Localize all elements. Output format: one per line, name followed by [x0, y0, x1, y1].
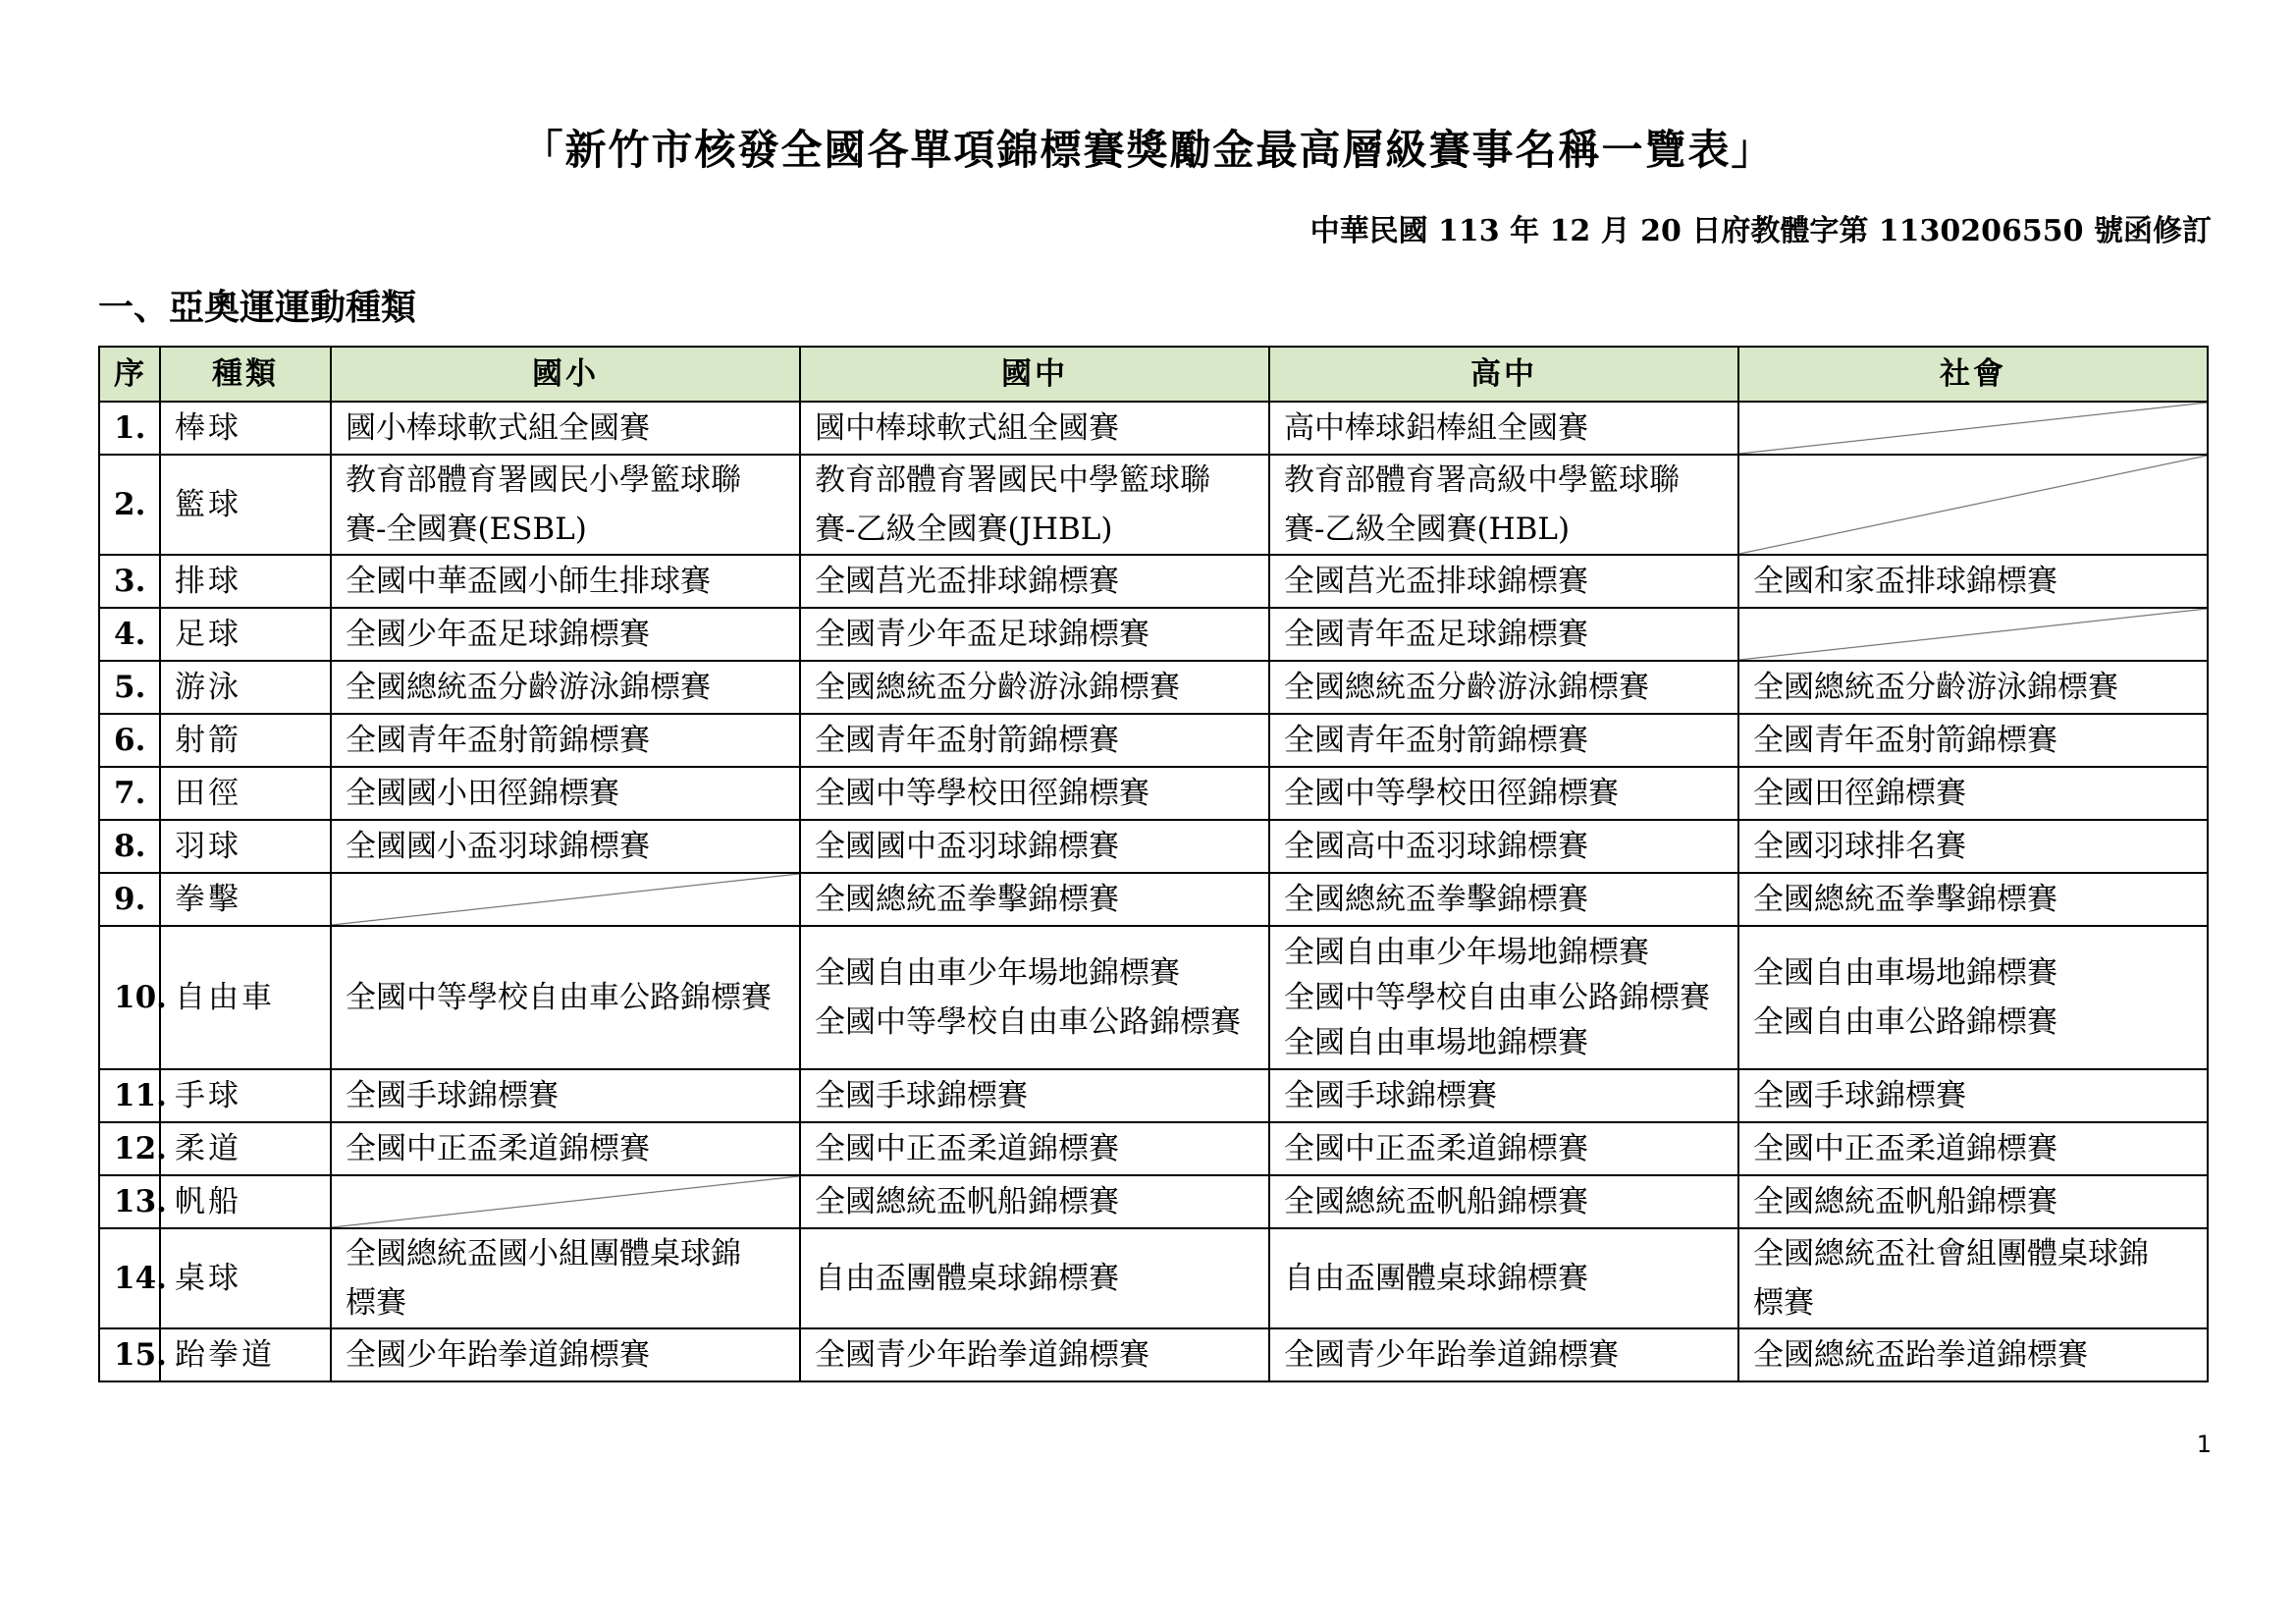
row-number: 12. — [99, 1122, 160, 1175]
row-number: 3. — [99, 555, 160, 608]
cell-adult-not-applicable — [1738, 402, 2208, 455]
cell-senior-high — [1269, 661, 1738, 714]
event-name: 全國莒光盃排球錦標賽 — [1284, 564, 1588, 599]
table-row — [99, 1175, 2208, 1228]
cell-adult — [1738, 926, 2208, 1069]
cell-junior-high — [800, 926, 1269, 1069]
event-name: 全國中等學校自由車公路錦標賽 — [815, 1004, 1241, 1040]
section-heading: 一、亞奧運運動種類 — [98, 287, 417, 328]
event-name: 全國國小盃羽球錦標賽 — [346, 829, 650, 864]
page-title: 「新竹市核發全國各單項錦標賽獎勵金最高層級賽事名稱一覽表」 — [521, 126, 1775, 174]
table-row — [99, 1228, 2208, 1328]
sport-name: 桌球 — [160, 1228, 331, 1328]
event-name: 全國總統盃分齡游泳錦標賽 — [1284, 670, 1649, 705]
event-name: 全國中正盃柔道錦標賽 — [346, 1131, 650, 1166]
table-row — [99, 767, 2208, 820]
event-name: 全國自由車場地錦標賽 — [1753, 955, 2057, 991]
cell-junior-high — [800, 714, 1269, 767]
cell-elementary — [331, 661, 800, 714]
event-name: 自由盃團體桌球錦標賽 — [1284, 1261, 1588, 1296]
cell-elementary — [331, 767, 800, 820]
event-name: 標賽 — [346, 1285, 406, 1321]
event-name: 賽-全國賽(ESBL) — [346, 512, 587, 547]
cell-senior-high — [1269, 767, 1738, 820]
event-name: 全國莒光盃排球錦標賽 — [815, 564, 1119, 599]
event-name: 全國中等學校自由車公路錦標賽 — [346, 980, 772, 1015]
event-name: 全國總統盃拳擊錦標賽 — [1284, 882, 1588, 917]
event-name: 教育部體育署國民中學籃球聯 — [815, 462, 1210, 498]
cell-junior-high — [800, 820, 1269, 873]
cell-adult — [1738, 767, 2208, 820]
row-number: 9. — [99, 873, 160, 926]
cell-junior-high — [800, 555, 1269, 608]
cell-senior-high — [1269, 402, 1738, 455]
event-name: 全國青少年盃足球錦標賽 — [815, 617, 1149, 652]
event-name: 全國羽球排名賽 — [1753, 829, 1966, 864]
table-row — [99, 714, 2208, 767]
sport-name: 柔道 — [160, 1122, 331, 1175]
sport-name: 足球 — [160, 608, 331, 661]
cell-elementary — [331, 820, 800, 873]
sport-name: 籃球 — [160, 455, 331, 555]
event-name: 全國青年盃射箭錦標賽 — [1284, 723, 1588, 758]
event-name: 全國青少年跆拳道錦標賽 — [815, 1337, 1149, 1373]
event-name: 賽-乙級全國賽(JHBL) — [815, 512, 1113, 547]
sport-name: 手球 — [160, 1069, 331, 1122]
cell-senior-high — [1269, 555, 1738, 608]
event-name: 全國自由車公路錦標賽 — [1753, 1004, 2057, 1040]
event-name: 全國總統盃帆船錦標賽 — [1284, 1184, 1588, 1219]
sport-name: 棒球 — [160, 402, 331, 455]
col-header-junior-high: 國中 — [800, 347, 1269, 402]
event-name: 教育部體育署高級中學籃球聯 — [1284, 462, 1680, 498]
cell-senior-high — [1269, 455, 1738, 555]
event-name: 全國中正盃柔道錦標賽 — [815, 1131, 1119, 1166]
col-header-number: 序 — [99, 347, 160, 402]
row-number: 11. — [99, 1069, 160, 1122]
cell-senior-high — [1269, 608, 1738, 661]
cell-elementary — [331, 608, 800, 661]
cell-elementary — [331, 555, 800, 608]
cell-adult — [1738, 1328, 2208, 1381]
table-row — [99, 1069, 2208, 1122]
col-header-senior-high: 高中 — [1269, 347, 1738, 402]
event-name: 全國總統盃帆船錦標賽 — [1753, 1184, 2057, 1219]
page-number: 1 — [2196, 1431, 2212, 1458]
event-name: 全國青年盃射箭錦標賽 — [346, 723, 650, 758]
cell-junior-high — [800, 1175, 1269, 1228]
event-name: 全國和家盃排球錦標賽 — [1753, 564, 2057, 599]
row-number: 6. — [99, 714, 160, 767]
cell-junior-high — [800, 455, 1269, 555]
event-name: 高中棒球鋁棒組全國賽 — [1284, 410, 1588, 446]
col-header-adult: 社會 — [1738, 347, 2208, 402]
event-name: 全國總統盃分齡游泳錦標賽 — [815, 670, 1180, 705]
table-row — [99, 555, 2208, 608]
cell-adult — [1738, 820, 2208, 873]
cell-elementary — [331, 1228, 800, 1328]
cell-senior-high — [1269, 1069, 1738, 1122]
cell-senior-high — [1269, 1175, 1738, 1228]
event-name: 全國中正盃柔道錦標賽 — [1753, 1131, 2057, 1166]
event-name: 全國高中盃羽球錦標賽 — [1284, 829, 1588, 864]
event-name: 賽-乙級全國賽(HBL) — [1284, 512, 1571, 547]
event-name: 全國總統盃分齡游泳錦標賽 — [346, 670, 711, 705]
cell-junior-high — [800, 1328, 1269, 1381]
cell-adult — [1738, 1122, 2208, 1175]
row-number: 7. — [99, 767, 160, 820]
table-row — [99, 455, 2208, 555]
cell-junior-high — [800, 402, 1269, 455]
event-name: 全國手球錦標賽 — [1284, 1078, 1497, 1113]
event-name: 全國青年盃射箭錦標賽 — [1753, 723, 2057, 758]
cell-elementary — [331, 714, 800, 767]
cell-junior-high — [800, 1069, 1269, 1122]
cell-adult — [1738, 661, 2208, 714]
cell-elementary — [331, 455, 800, 555]
cell-elementary — [331, 402, 800, 455]
cell-adult — [1738, 1175, 2208, 1228]
event-name: 全國青年盃射箭錦標賽 — [815, 723, 1119, 758]
table-row — [99, 820, 2208, 873]
event-name: 全國少年跆拳道錦標賽 — [346, 1337, 650, 1373]
event-name: 全國國小田徑錦標賽 — [346, 776, 619, 811]
table-row — [99, 1328, 2208, 1381]
row-number: 4. — [99, 608, 160, 661]
event-name: 全國中正盃柔道錦標賽 — [1284, 1131, 1588, 1166]
sport-name: 羽球 — [160, 820, 331, 873]
document-reference: 中華民國 113 年 12 月 20 日府教體字第 1130206550 號函修訂 — [1309, 214, 2212, 248]
event-name: 全國中等學校田徑錦標賽 — [1284, 776, 1619, 811]
cell-elementary — [331, 1328, 800, 1381]
row-number: 15. — [99, 1328, 160, 1381]
cell-adult — [1738, 1069, 2208, 1122]
cell-senior-high — [1269, 926, 1738, 1069]
col-header-sport: 種類 — [160, 347, 331, 402]
event-name: 標賽 — [1753, 1285, 1814, 1321]
cell-senior-high — [1269, 873, 1738, 926]
row-number: 1. — [99, 402, 160, 455]
event-name: 全國總統盃拳擊錦標賽 — [815, 882, 1119, 917]
cell-adult-not-applicable — [1738, 455, 2208, 555]
event-name: 全國少年盃足球錦標賽 — [346, 617, 650, 652]
cell-adult-not-applicable — [1738, 608, 2208, 661]
row-number: 10. — [99, 926, 160, 1069]
event-name: 全國手球錦標賽 — [1753, 1078, 1966, 1113]
event-name: 全國總統盃國小組團體桌球錦 — [346, 1236, 741, 1272]
cell-elementary — [331, 1122, 800, 1175]
event-name: 全國手球錦標賽 — [815, 1078, 1028, 1113]
cell-junior-high — [800, 608, 1269, 661]
sport-name: 拳擊 — [160, 873, 331, 926]
cell-junior-high — [800, 1122, 1269, 1175]
table-row — [99, 1122, 2208, 1175]
event-name: 全國總統盃分齡游泳錦標賽 — [1753, 670, 2118, 705]
cell-adult — [1738, 873, 2208, 926]
row-number: 2. — [99, 455, 160, 555]
event-name: 全國總統盃跆拳道錦標賽 — [1753, 1337, 2088, 1373]
cell-junior-high — [800, 767, 1269, 820]
table-row — [99, 608, 2208, 661]
event-name: 全國青年盃足球錦標賽 — [1284, 617, 1588, 652]
cell-senior-high — [1269, 714, 1738, 767]
cell-junior-high — [800, 661, 1269, 714]
event-name: 全國青少年跆拳道錦標賽 — [1284, 1337, 1619, 1373]
sport-name: 帆船 — [160, 1175, 331, 1228]
table-row — [99, 661, 2208, 714]
event-name: 全國總統盃帆船錦標賽 — [815, 1184, 1119, 1219]
sport-name: 射箭 — [160, 714, 331, 767]
cell-elementary — [331, 1069, 800, 1122]
cell-adult — [1738, 714, 2208, 767]
cell-senior-high — [1269, 1228, 1738, 1328]
event-name: 全國田徑錦標賽 — [1753, 776, 1966, 811]
cell-adult — [1738, 1228, 2208, 1328]
cell-elementary-not-applicable — [331, 1175, 800, 1228]
table-row — [99, 402, 2208, 455]
event-name: 全國自由車少年場地錦標賽 — [815, 955, 1180, 991]
event-name: 全國中等學校自由車公路錦標賽 — [1284, 980, 1710, 1015]
cell-elementary — [331, 926, 800, 1069]
sport-name: 自由車 — [160, 926, 331, 1069]
event-name: 全國中華盃國小師生排球賽 — [346, 564, 711, 599]
cell-junior-high — [800, 873, 1269, 926]
row-number: 5. — [99, 661, 160, 714]
event-name: 自由盃團體桌球錦標賽 — [815, 1261, 1119, 1296]
sport-name: 田徑 — [160, 767, 331, 820]
cell-senior-high — [1269, 820, 1738, 873]
cell-elementary-not-applicable — [331, 873, 800, 926]
row-number: 8. — [99, 820, 160, 873]
event-name: 全國自由車少年場地錦標賽 — [1284, 935, 1649, 970]
sport-name: 游泳 — [160, 661, 331, 714]
event-name: 國中棒球軟式組全國賽 — [815, 410, 1119, 446]
table-row — [99, 873, 2208, 926]
sport-name: 排球 — [160, 555, 331, 608]
event-name: 全國國中盃羽球錦標賽 — [815, 829, 1119, 864]
cell-senior-high — [1269, 1122, 1738, 1175]
table-header-row — [99, 347, 2208, 402]
event-name: 全國總統盃社會組團體桌球錦 — [1753, 1236, 2149, 1272]
events-table — [98, 346, 2209, 1382]
sport-name: 跆拳道 — [160, 1328, 331, 1381]
event-name: 全國總統盃拳擊錦標賽 — [1753, 882, 2057, 917]
table-row — [99, 926, 2208, 1069]
event-name: 教育部體育署國民小學籃球聯 — [346, 462, 741, 498]
event-name: 全國手球錦標賽 — [346, 1078, 559, 1113]
row-number: 14. — [99, 1228, 160, 1328]
event-name: 全國自由車場地錦標賽 — [1284, 1025, 1588, 1060]
cell-adult — [1738, 555, 2208, 608]
event-name: 國小棒球軟式組全國賽 — [346, 410, 650, 446]
row-number: 13. — [99, 1175, 160, 1228]
cell-senior-high — [1269, 1328, 1738, 1381]
event-name: 全國中等學校田徑錦標賽 — [815, 776, 1149, 811]
col-header-elementary: 國小 — [331, 347, 800, 402]
cell-junior-high — [800, 1228, 1269, 1328]
